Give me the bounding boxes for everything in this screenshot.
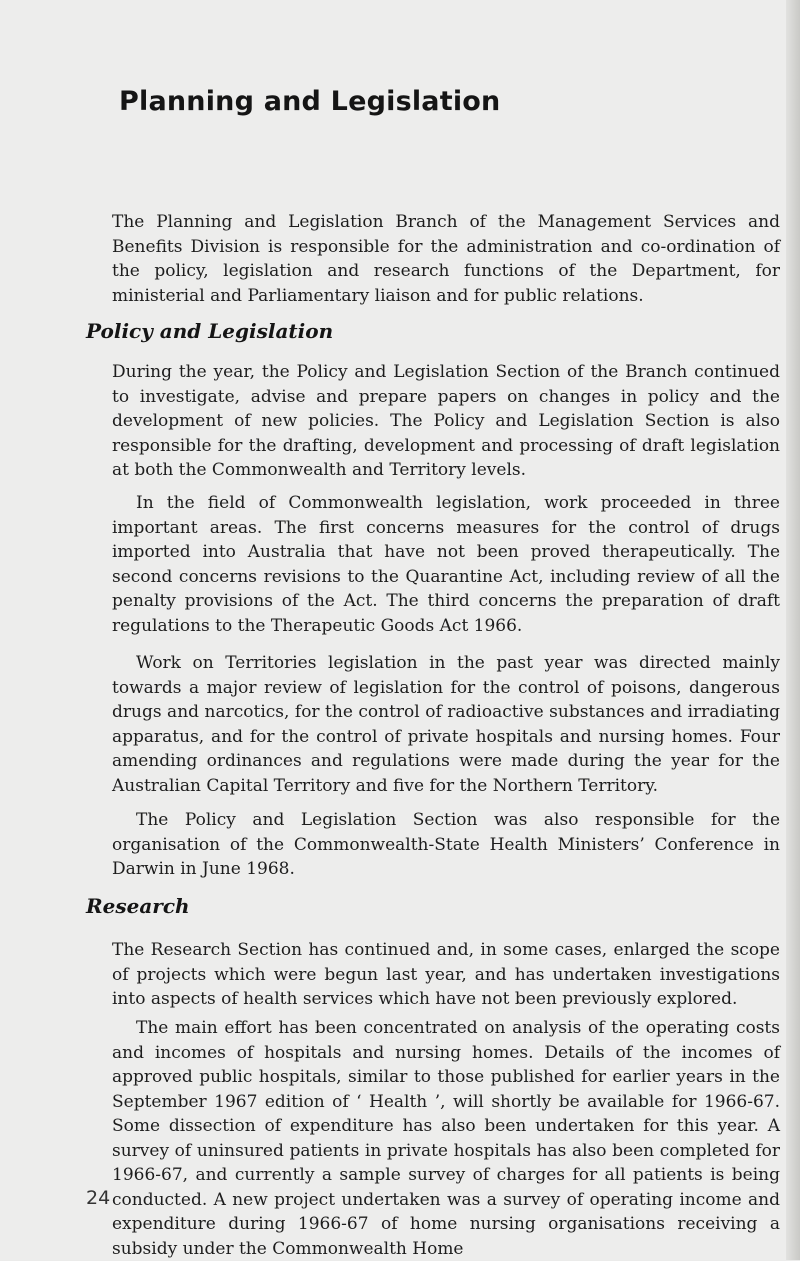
policy-paragraph-2: In the field of Commonwealth legislation, work proceeded in three important areas. The first concerns measures for the control of drugs imported into Australia that have not been proved therapeutically. The second concerns revisions to the Quarantine Act, including review of all the penalty provisions of the Act. The third concerns the preparation of draft regulations to the Therapeutic Goods Act 1966.: [112, 493, 780, 636]
policy-paragraph-1: During the year, the Policy and Legislation Section of the Branch continued to investigate, advise and prepare papers on changes in policy and the development of new policies. The Policy and Legislation Section is also responsible for the drafting, development and processing of draft legislation at both the Commonwealth and Territory levels.: [112, 362, 780, 480]
policy-paragraph-4: The Policy and Legislation Section was also responsible for the organisation of the Commonwealth-State Health Ministers’ Conference in Darwin in June 1968.: [112, 810, 780, 879]
research-paragraph-2: The main effort has been concentrated on analysis of the operating costs and incomes of hospitals and nursing homes. Details of the incomes of approved public hospitals, similar to those published for earlier years in the September 1967 edition of ‘ Health ’, will shortly be available for 1966-67. Some dissection of expenditure has also been undertaken for this year. A survey of uninsured patients in private hospitals has also been completed for 1966-67, and currently a sample survey of charges for all patients is being conducted. A new project undertaken was a survey of operating income and expenditure during 1966-67 of home nursing organisations receiving a subsidy under the Commonwealth Home: [112, 1018, 780, 1259]
section-heading-policy: Policy and Legislation: [86, 319, 334, 343]
intro-paragraph: The Planning and Legislation Branch of the Management Services and Benefits Division is responsible for the administration and co-ordination of the policy, legislation and research functions of the Department, for ministerial and Parliamentary liaison and for public relations.: [112, 212, 780, 306]
research-paragraph-1: The Research Section has continued and, in some cases, enlarged the scope of projects which were begun last year, and has undertaken investigations into aspects of health services which have not been previously explored.: [112, 940, 780, 1009]
section-heading-research: Research: [86, 894, 190, 918]
page-edge-shadow: [786, 0, 800, 1260]
policy-paragraph-3: Work on Territories legislation in the past year was directed mainly towards a major review of legislation for the control of poisons, dangerous drugs and narcotics, for the control of radioactive substances and irradiating apparatus, and for the control of private hospitals and nursing homes. Four amending ordinances and regulations were made during the year for the Australian Capital Territory and five for the Northern Territory.: [112, 653, 780, 796]
page-number: 24: [86, 1187, 111, 1209]
page-title: Planning and Legislation: [119, 86, 501, 117]
